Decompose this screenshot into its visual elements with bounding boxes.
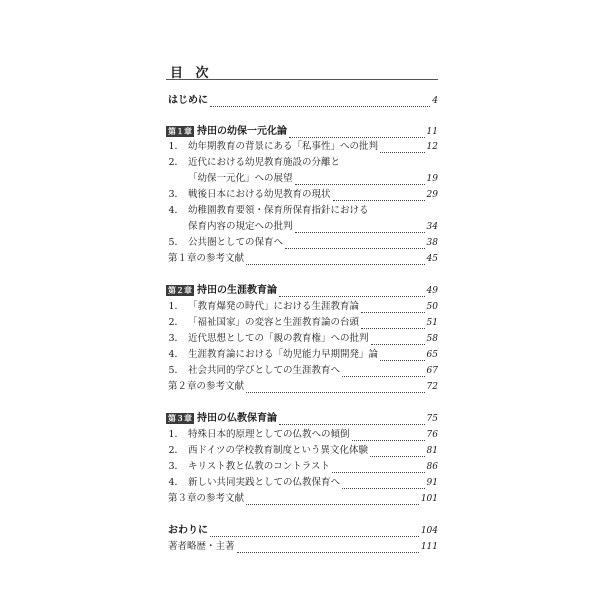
toc-entry-closing — [168, 524, 438, 538]
toc-entry-intro — [168, 94, 438, 108]
toc-entry: 「幼保一元化」への展望 19 — [188, 173, 438, 184]
page-number: 11 — [426, 127, 438, 137]
page-number: 29 — [426, 190, 438, 200]
entry-label: はじめに — [168, 95, 208, 106]
chapter-3-heading — [166, 412, 438, 426]
page-number: 81 — [426, 446, 438, 456]
page-number: 104 — [420, 526, 438, 536]
toc-entry: 5． 社会共同的学びとしての生涯教育へ 67 — [168, 365, 438, 376]
page-number: 76 — [426, 430, 438, 440]
leader-dots — [279, 288, 425, 297]
page-number: 58 — [426, 334, 438, 344]
chapter-badge: 第１章 — [168, 127, 192, 136]
chapter-2-heading — [166, 284, 438, 298]
leader-dots — [246, 384, 425, 393]
page-number: 72 — [426, 382, 438, 392]
leader-dots — [361, 304, 425, 313]
page-number: 75 — [426, 414, 438, 424]
leader-dots — [380, 144, 425, 153]
toc-entry: 5． 公共圏としての保育へ 38 — [168, 237, 438, 248]
toc-entry: 1． 特殊日本的原理としての仏教への傾倒 76 — [168, 429, 438, 440]
page-number: 86 — [426, 462, 438, 472]
leader-dots — [285, 240, 425, 249]
leader-dots — [352, 432, 425, 441]
leader-dots — [370, 448, 425, 457]
leader-dots — [279, 416, 425, 425]
chapter-title: 持田の幼保一元化論 — [197, 126, 287, 137]
chapter-badge: 第２章 — [168, 286, 192, 295]
page-number: 50 — [426, 302, 438, 312]
toc-entry-references: 第２章の参考文献 72 — [168, 381, 438, 392]
leader-dots — [289, 129, 425, 138]
leader-dots — [361, 320, 425, 329]
page-number: 67 — [426, 366, 438, 376]
toc-entry-author — [168, 540, 438, 554]
leader-dots — [210, 98, 430, 107]
leader-dots — [342, 368, 425, 377]
chapter-badge: 第３章 — [168, 414, 192, 423]
leader-dots — [246, 256, 425, 265]
page-number: 19 — [426, 174, 438, 184]
entry-label: おわりに — [168, 525, 208, 536]
leader-dots — [210, 528, 419, 537]
toc-entry: 保育内容の規定への批判 34 — [188, 221, 438, 232]
leader-dots — [371, 336, 425, 345]
toc-entry: 3． 戦後日本における幼児教育の現状 29 — [168, 189, 438, 200]
toc-entry: 3． 近代思想としての「親の教育権」への批判 58 — [168, 333, 438, 344]
toc-entry-references: 第３章の参考文献 101 — [168, 493, 438, 504]
leader-dots — [295, 176, 425, 185]
leader-dots — [295, 224, 425, 233]
chapter-title: 持田の仏教保育論 — [197, 413, 277, 424]
page-number: 65 — [426, 350, 438, 360]
leader-dots — [342, 480, 425, 489]
entry-label: 著者略歴・主著 — [168, 541, 235, 552]
title-divider — [166, 79, 438, 80]
leader-dots — [246, 496, 419, 505]
chapter-title: 持田の生涯教育論 — [197, 285, 277, 296]
page-number: 111 — [420, 542, 438, 552]
chapter-1-heading — [166, 125, 438, 139]
page-number: 101 — [420, 494, 438, 504]
toc-entry: 4． 生涯教育論における「幼児能力早期開発」論 65 — [168, 349, 438, 360]
toc-entry: 3． キリスト教と仏教のコントラスト 86 — [168, 461, 438, 472]
toc-entry: 2． 西ドイツの学校教育制度という異文化体験 81 — [168, 445, 438, 456]
page-number: 45 — [426, 254, 438, 264]
toc-title: 目 次 — [170, 66, 213, 81]
leader-dots — [333, 192, 425, 201]
page-number: 12 — [426, 142, 438, 152]
toc-entry: 4． 幼稚園教育要領・保育所保育指針における — [168, 205, 369, 216]
toc-entry-references: 第１章の参考文献 45 — [168, 253, 438, 264]
page-number: 4 — [432, 96, 438, 106]
toc-entry: 4． 新しい共同実践としての仏教保育へ 91 — [168, 477, 438, 488]
page-number: 91 — [426, 478, 438, 488]
toc-entry: 1． 幼年期教育の背景にある「私事性」への批判 12 — [168, 141, 438, 152]
toc-entry: 2． 近代における幼児教育施設の分離と — [168, 157, 341, 168]
page-number: 49 — [426, 286, 438, 296]
leader-dots — [332, 464, 425, 473]
leader-dots — [380, 352, 425, 361]
page-number: 34 — [426, 222, 438, 232]
page-number: 38 — [426, 238, 438, 248]
leader-dots — [237, 544, 419, 553]
toc-entry: 1． 「教育爆発の時代」における生涯教育論 50 — [168, 301, 438, 312]
page-number: 51 — [426, 318, 438, 328]
toc-entry: 2． 「福祉国家」の変容と生涯教育論の台頭 51 — [168, 317, 438, 328]
